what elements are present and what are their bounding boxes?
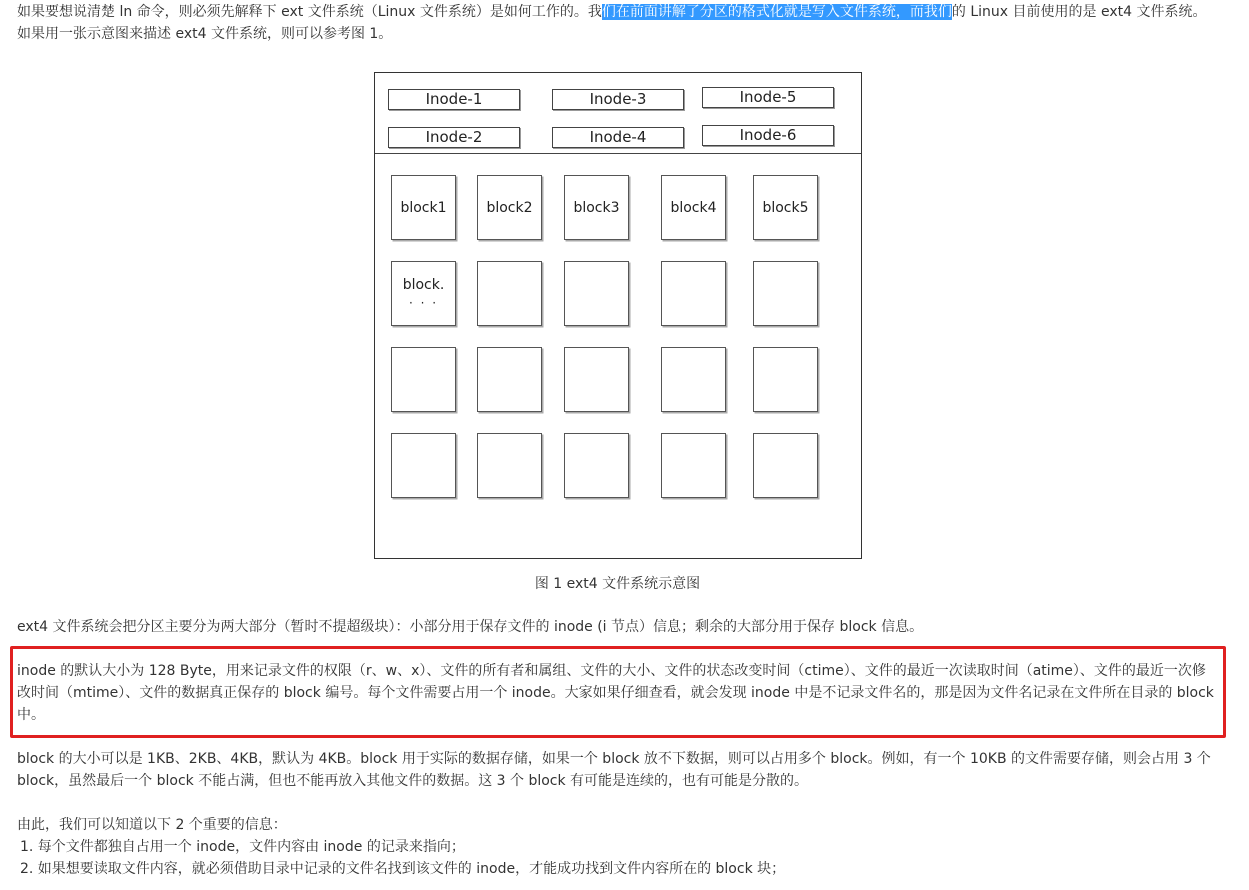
block-empty bbox=[661, 261, 726, 326]
block-empty bbox=[661, 347, 726, 412]
block-more-dots: · · · bbox=[408, 296, 439, 310]
intro-text-before: 如果要想说清楚 ln 命令，则必须先解释下 ext 文件系统（Linux 文件系统）是如何工作的。我 bbox=[17, 4, 602, 20]
page-edge-marker bbox=[1235, 840, 1249, 890]
block-more-label: block. bbox=[402, 277, 445, 293]
intro-paragraph bbox=[17, 1, 1217, 45]
block-empty bbox=[753, 261, 818, 326]
block-empty bbox=[564, 433, 629, 498]
inode-2-box: Inode-2 bbox=[388, 127, 520, 148]
block-more bbox=[391, 261, 456, 326]
paragraph-partition: ext4 文件系统会把分区主要分为两大部分（暂时不提超级块）：小部分用于保存文件的 inode (i 节点）信息；剩余的大部分用于保存 block 信息。 bbox=[17, 619, 924, 635]
inode-5-box: Inode-5 bbox=[702, 87, 834, 108]
block-4: block4 bbox=[661, 175, 726, 240]
selected-text: 们在前面讲解了分区的格式化就是写入文件系统，而我们 bbox=[601, 4, 952, 20]
block-empty bbox=[391, 347, 456, 412]
block-empty bbox=[564, 347, 629, 412]
block-empty bbox=[477, 347, 542, 412]
block-empty bbox=[391, 433, 456, 498]
inode-1-box: Inode-1 bbox=[388, 89, 520, 110]
ext4-diagram bbox=[374, 72, 862, 559]
block-2: block2 bbox=[477, 175, 542, 240]
block-empty bbox=[661, 433, 726, 498]
block-3: block3 bbox=[564, 175, 629, 240]
paragraph-summary: 由此，我们可以知道以下 2 个重要的信息： bbox=[17, 817, 287, 833]
block-empty bbox=[753, 347, 818, 412]
block-empty bbox=[564, 261, 629, 326]
block-empty bbox=[753, 433, 818, 498]
paragraph-block: block 的大小可以是 1KB、2KB、4KB，默认为 4KB。block 用于实际的数据存储，如果一个 block 放不下数据，则可以占用多个 block。例如，有一个 10KB 的文件需要存储，则会占用 3 个 block，虽然最后一个 block 不能占满，但也不能再放入其他文件的数据。这 3 个 block 有可能是连续的，也有可能是分散的。 bbox=[17, 751, 1211, 789]
block-5: block5 bbox=[753, 175, 818, 240]
figure-caption: 图 1 ext4 文件系统示意图 bbox=[534, 576, 701, 592]
block-1: block1 bbox=[391, 175, 456, 240]
block-empty bbox=[477, 261, 542, 326]
diagram-divider bbox=[375, 153, 861, 154]
inode-6-box: Inode-6 bbox=[702, 125, 834, 146]
inode-4-box: Inode-4 bbox=[552, 127, 684, 148]
inode-3-box: Inode-3 bbox=[552, 89, 684, 110]
paragraph-inode: inode 的默认大小为 128 Byte，用来记录文件的权限（r、w、x）、文件的所有者和属组、文件的大小、文件的状态改变时间（ctime）、文件的最近一次读取时间（atime）、文件的最近一次修改时间（mtime）、文件的数据真正保存的 block 编号。每个文件需要占用一个 inode。大家如果仔细查看，就会发现 inode 中是不记录文件名的，那是因为文件名记录在文件所在目录的 block 中。 bbox=[17, 663, 1214, 723]
list-item: 2. 如果想要读取文件内容，就必须借助目录中记录的文件名找到该文件的 inode，才能成功找到文件内容所在的 block 块； bbox=[20, 861, 786, 877]
block-empty bbox=[477, 433, 542, 498]
intro-text-after: 的 Linux 目前使用的是 ext4 文件系统。如果用一张示意图来描述 ext4 文件系统，则可以参考图 1。 bbox=[17, 4, 1207, 42]
list-item: 1. 每个文件都独自占用一个 inode，文件内容由 inode 的记录来指向； bbox=[20, 839, 465, 855]
